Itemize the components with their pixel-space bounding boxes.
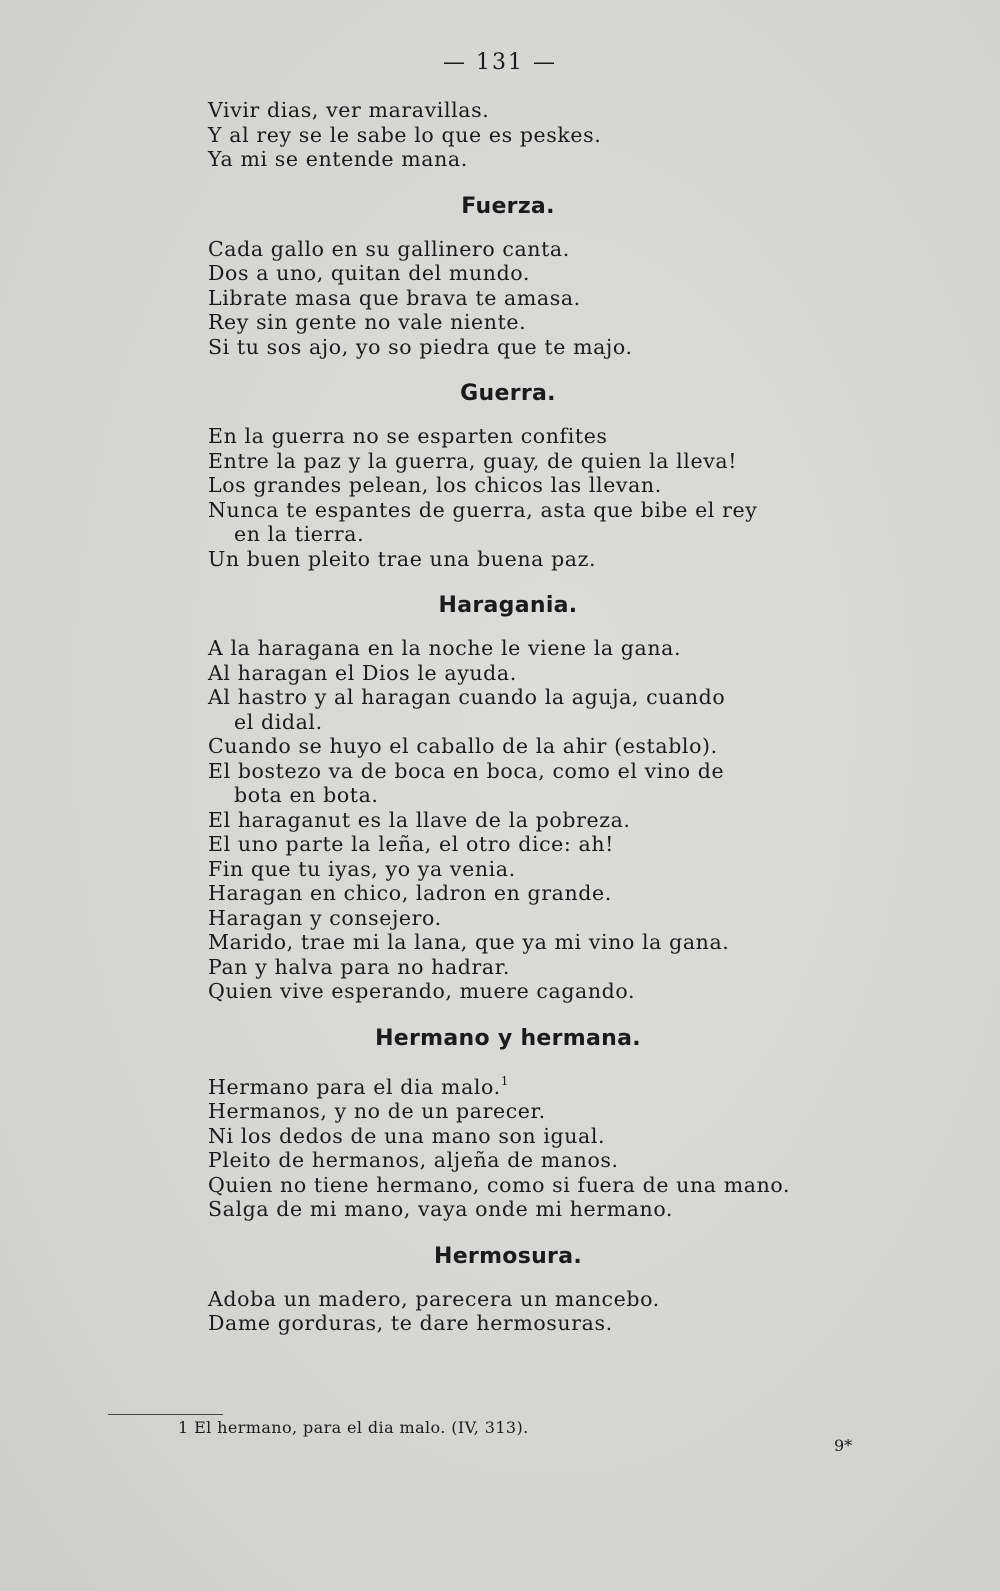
section-heading: Haragania.	[438, 593, 578, 618]
proverb-text: Hermano para el dia malo.	[208, 1074, 501, 1099]
proverb-line	[208, 857, 808, 882]
proverb-line	[208, 906, 808, 931]
proverb-line-continuation	[208, 522, 808, 547]
proverb-text: Los grandes pelean, los chicos las llevan.	[208, 473, 662, 497]
proverb-line	[208, 286, 808, 311]
section	[208, 1244, 808, 1336]
section-heading: Guerra.	[460, 381, 556, 406]
proverb-text: Al haragan el Dios le ayuda.	[208, 660, 517, 685]
proverb-sections	[208, 194, 808, 1336]
proverb-line	[208, 1069, 808, 1100]
page-content	[208, 98, 808, 1336]
proverb-line	[208, 310, 808, 335]
proverb-line	[208, 261, 808, 286]
proverb-line	[208, 661, 808, 686]
proverb-line	[208, 1148, 808, 1173]
proverb-line	[208, 955, 808, 980]
proverb-line	[208, 759, 808, 784]
proverb-line	[208, 473, 808, 498]
proverb-text: en la tierra.	[234, 522, 365, 546]
proverb-line	[208, 1287, 808, 1312]
proverb-text: Si tu sos ajo, yo so piedra que te majo.	[208, 334, 633, 359]
footnote-marker: 1	[500, 1073, 510, 1088]
proverb-line	[208, 335, 808, 360]
proverb-text: El uno parte la leña, el otro dice: ah!	[208, 832, 614, 856]
proverb-line	[208, 498, 808, 523]
proverb-text: Haragan y consejero.	[208, 905, 442, 930]
section	[208, 593, 808, 1004]
proverb-text: Ni los dedos de una mano son igual.	[208, 1123, 606, 1148]
proverb-text: Marido, trae mi la lana, que ya mi vino la gana.	[208, 930, 730, 954]
section-heading: Fuerza.	[461, 193, 555, 219]
section	[208, 381, 808, 571]
proverb-text: Dos a uno, quitan del mundo.	[208, 261, 530, 285]
proverb-text: El bostezo va de boca en boca, como el vino de	[208, 758, 725, 783]
proverb-text: Al hastro y al haragan cuando la aguja, cuando	[208, 685, 726, 709]
proverb-text: Cada gallo en su gallinero canta.	[208, 236, 570, 261]
proverb-line	[208, 1173, 808, 1198]
proverb-line-continuation	[208, 710, 808, 735]
proverb-line	[208, 449, 808, 474]
section-heading: Hermano y hermana.	[375, 1025, 641, 1051]
proverb-text: Librate masa que brava te amasa.	[208, 285, 581, 310]
proverb-line	[208, 547, 808, 572]
proverb-line: Y al rey se le sabe lo que es peskes.	[208, 122, 602, 147]
proverb-text: Dame gorduras, te dare hermosuras.	[208, 1311, 613, 1335]
proverb-text: Haragan en chico, ladron en grande.	[208, 881, 612, 905]
proverb-line	[208, 734, 808, 759]
proverb-text: Salga de mi mano, vaya onde mi hermano.	[208, 1197, 674, 1221]
proverb-text: Pan y halva para no hadrar.	[208, 954, 510, 979]
footnote: 1 El hermano, para el dia malo. (IV, 313).	[178, 1418, 529, 1437]
proverb-line	[208, 1197, 808, 1222]
proverb-line	[208, 979, 808, 1004]
proverb-text: Pleito de hermanos, aljeña de manos.	[208, 1148, 619, 1172]
proverb-line-continuation	[208, 783, 808, 808]
proverb-text: Fin que tu iyas, yo ya venia.	[208, 856, 516, 881]
footnote-divider	[108, 1414, 223, 1415]
section	[208, 1026, 808, 1222]
proverb-line	[208, 808, 808, 833]
section	[208, 194, 808, 360]
proverb-text: Adoba un madero, parecera un mancebo.	[208, 1286, 660, 1311]
proverb-text: Quien vive esperando, muere cagando.	[208, 979, 636, 1003]
proverb-line: Ya mi se entende mana.	[208, 147, 468, 171]
proverb-text: Entre la paz y la guerra, guay, de quien la lleva!	[208, 448, 738, 473]
proverb-line	[208, 237, 808, 262]
proverb-line	[208, 930, 808, 955]
proverb-text: Quien no tiene hermano, como si fuera de una mano.	[208, 1172, 791, 1197]
proverb-line	[208, 832, 808, 857]
proverb-text: Rey sin gente no vale niente.	[208, 310, 527, 334]
page-number: — 131 —	[443, 50, 557, 75]
proverb-text: El haraganut es la llave de la pobreza.	[208, 807, 631, 832]
proverb-text: Nunca te espantes de guerra, asta que bibe el rey	[208, 497, 758, 522]
proverb-line: Vivir dias, ver maravillas.	[208, 98, 490, 122]
intro-lines	[208, 98, 808, 172]
signature-mark: 9*	[834, 1436, 853, 1455]
proverb-line	[208, 685, 808, 710]
proverb-line	[208, 424, 808, 449]
proverb-line	[208, 1099, 808, 1124]
proverb-line	[208, 1311, 808, 1336]
proverb-line	[208, 881, 808, 906]
proverb-text: Hermanos, y no de un parecer.	[208, 1099, 546, 1123]
proverb-text: A la haragana en la noche le viene la gana.	[208, 636, 682, 660]
proverb-text: el didal.	[234, 709, 323, 734]
proverb-line	[208, 636, 808, 661]
proverb-text: bota en bota.	[234, 783, 379, 807]
section-heading: Hermosura.	[433, 1243, 583, 1269]
proverb-line	[208, 1124, 808, 1149]
proverb-text: Cuando se huyo el caballo de la ahir (establo).	[208, 734, 718, 758]
proverb-text: Un buen pleito trae una buena paz.	[208, 546, 597, 571]
proverb-text: En la guerra no se esparten confites	[208, 424, 608, 448]
